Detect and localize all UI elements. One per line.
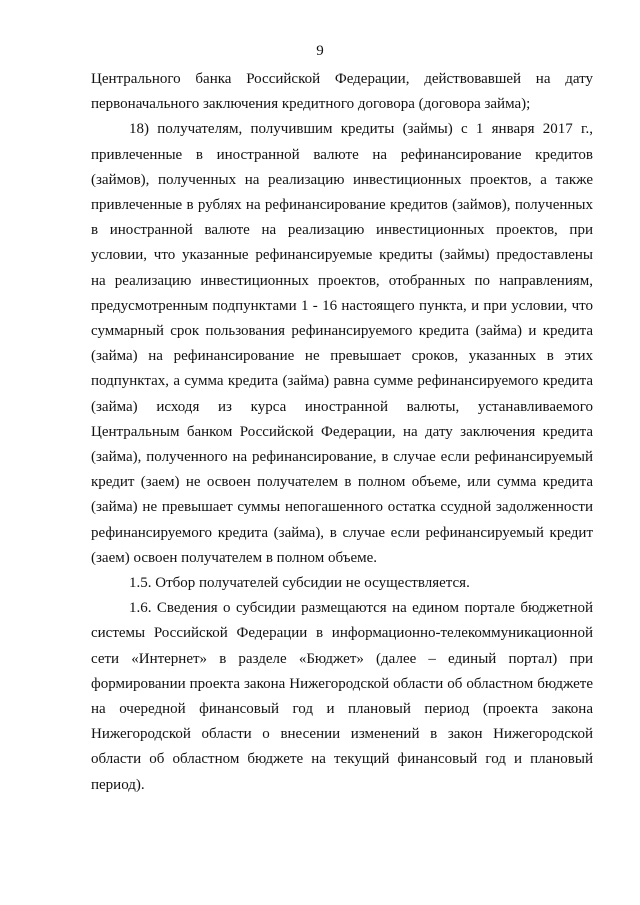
paragraph-item-1-6: 1.6. Сведения о субсидии размещаются на едином портале бюджетной системы Российской Федерации в информационно-телекоммуникационной сети «Интернет» в разделе «Бюджет» (далее – единый портал) при формировании проекта закона Нижегородской области об областном бюджете на очередной финансовый год и плановый период (проекта закона Нижегородской области о внесении изменений в закон Нижегородской области об областном бюджете на текущий финансовый год и плановый период).	[91, 600, 593, 793]
paragraph-item-18: 18) получателям, получившим кредиты (займы) с 1 января 2017 г., привлеченные в иностранной валюте на рефинансирование кредитов (займов), полученных на реализацию инвестиционных проектов, а также привлеченные в рублях на рефинансирование кредитов (займов), полученных в иностранной валюте на реализацию инвестиционных проектов, при условии, что указанные рефинансируемые кредиты (займы) предоставлены на реализацию инвестиционных проектов, отобранных по направлениям, предусмотренным подпунктами 1 - 16 настоящего пункта, и при условии, что суммарный срок пользования рефинансируемого кредита (займа) и кредита (займа) на рефинансирование не превышает сроков, указанных в этих подпунктах, а сумма кредита (займа) равна сумме рефинансируемого кредита (займа) исходя из курса иностранной валюты, устанавливаемого Центральным банком Российской Федерации, на дату заключения кредита (займа), полученного на рефинансирование, в случае если рефинансируемый кредит (заем) не освоен получателем в полном объеме, или сумма кредита (займа) не превышает суммы непогашенного остатка ссудной задолженности рефинансируемого кредита (займа), в случае если рефинансируемый кредит (заем) освоен получателем в полном объеме.	[91, 121, 593, 566]
page-number: 9	[316, 43, 324, 59]
paragraph-continuation: Центрального банка Российской Федерации, действовавшей на дату первоначального заключения кредитного договора (договора займа);	[91, 71, 593, 113]
document-body	[91, 67, 593, 798]
paragraph-item-1-5: 1.5. Отбор получателей субсидии не осуществляется.	[129, 575, 470, 592]
